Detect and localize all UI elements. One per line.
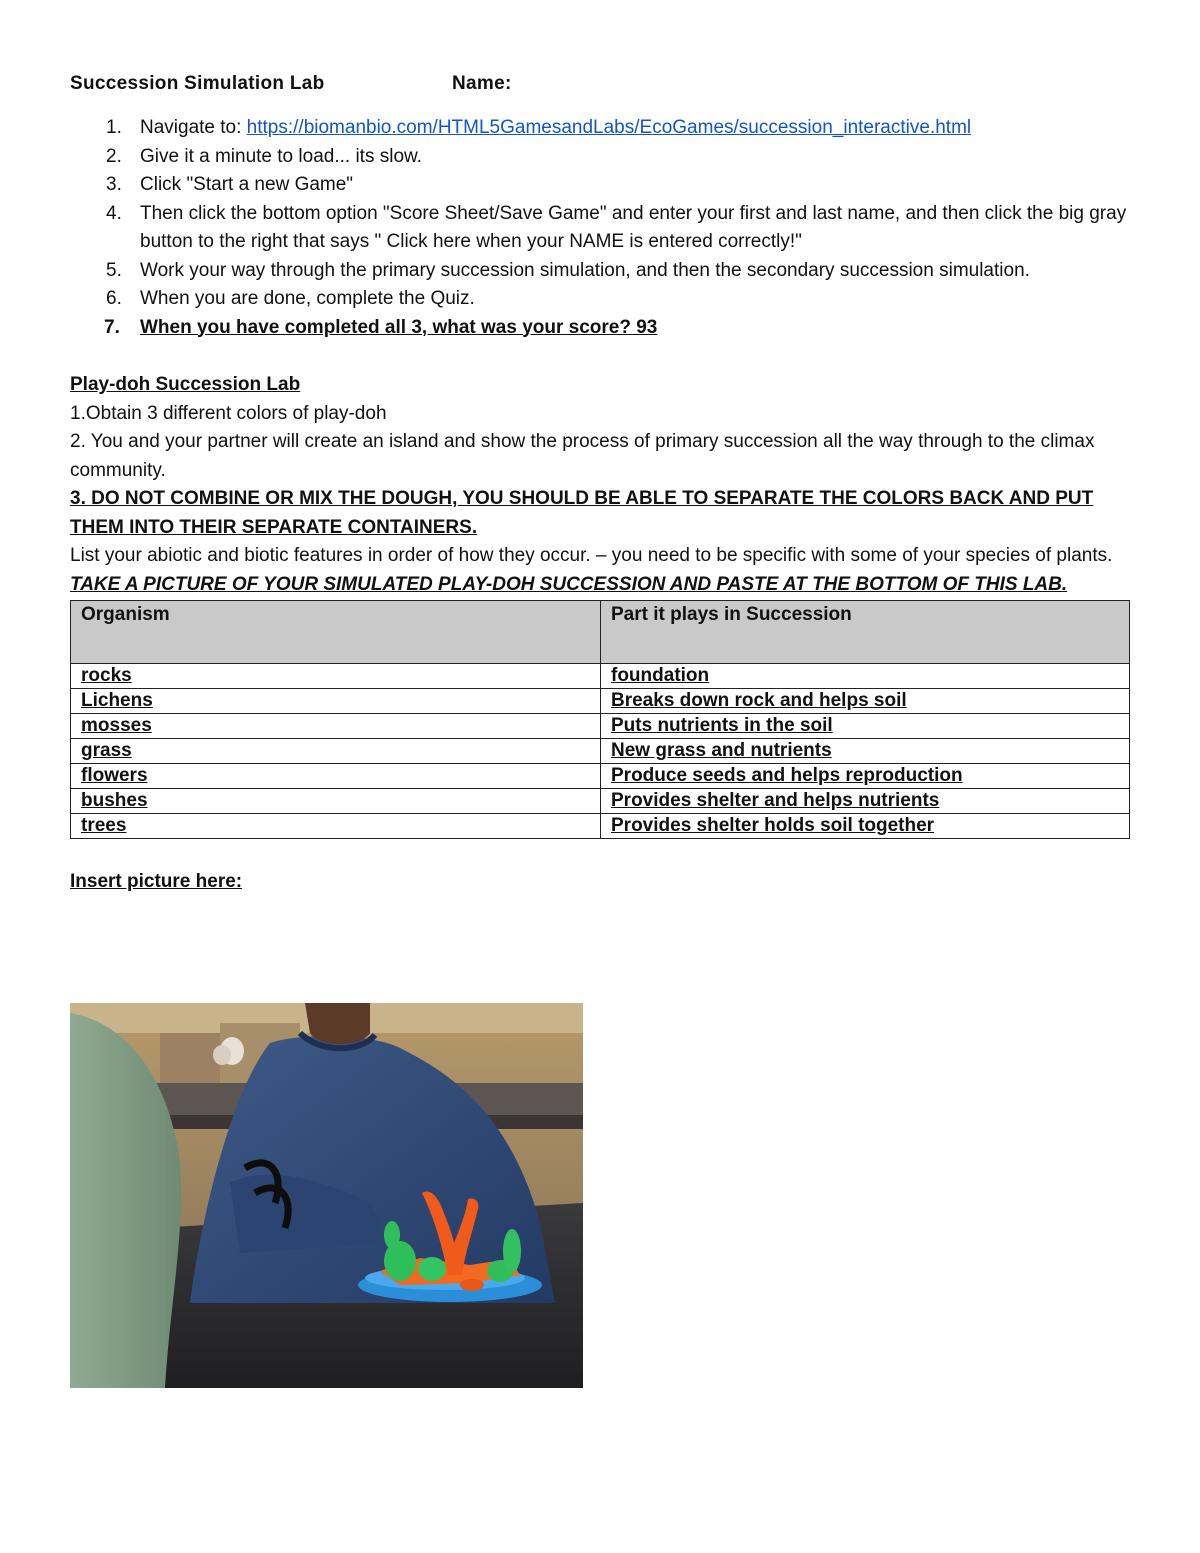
table-row bbox=[71, 689, 1130, 714]
role-cell: Provides shelter holds soil together bbox=[601, 814, 1130, 839]
step-item: 2. Give it a minute to load... its slow. bbox=[106, 145, 422, 167]
organism-cell: Lichens bbox=[71, 689, 601, 714]
step-item: 3. Click "Start a new Game" bbox=[106, 174, 354, 195]
document-header bbox=[70, 70, 1130, 98]
playdoh-succession-photo bbox=[70, 1003, 583, 1388]
name-label: Name: bbox=[452, 73, 512, 94]
score-answer: When you have completed all 3, what was your score? 93 bbox=[140, 316, 658, 338]
role-cell: New grass and nutrients bbox=[601, 739, 1130, 764]
playdoh-item-1: 1.Obtain 3 different colors of play-doh bbox=[70, 402, 387, 424]
organism-cell: mosses bbox=[71, 714, 601, 739]
lab-title: Succession Simulation Lab bbox=[70, 73, 325, 94]
role-cell: Breaks down rock and helps soil bbox=[601, 689, 1130, 714]
organism-table bbox=[70, 600, 1130, 839]
table-row bbox=[71, 789, 1130, 814]
table-row bbox=[71, 664, 1130, 689]
role-cell: Produce seeds and helps reproduction bbox=[601, 764, 1130, 789]
column-header-role: Part it plays in Succession bbox=[601, 601, 1130, 664]
playdoh-instructions: List your abiotic and biotic features in order of how they occur. – you need to be specific with some of your species of plants. TAKE A PICTURE OF YOUR SIMULATED PLAY-DOH SUCCESSION AND PASTE AT THE BOTTOM OF THIS LAB. bbox=[70, 545, 1113, 595]
table-row bbox=[71, 739, 1130, 764]
table-row bbox=[71, 814, 1130, 839]
table-row bbox=[71, 764, 1130, 789]
role-cell: foundation bbox=[601, 664, 1130, 689]
table-header-row bbox=[71, 601, 1130, 664]
organism-cell: flowers bbox=[71, 764, 601, 789]
organism-cell: grass bbox=[71, 739, 601, 764]
organism-cell: rocks bbox=[71, 664, 601, 689]
step-item: 1. Navigate to: https://biomanbio.com/HTML5GamesandLabs/EcoGames/succession_interactive.html bbox=[106, 117, 972, 138]
organism-cell: trees bbox=[71, 814, 601, 839]
playdoh-section-title: Play-doh Succession Lab bbox=[70, 374, 301, 395]
steps-list bbox=[70, 114, 1130, 342]
document-page bbox=[70, 70, 1130, 897]
picture-instruction: TAKE A PICTURE OF YOUR SIMULATED PLAY-DOH SUCCESSION AND PASTE AT THE BOTTOM OF THIS LAB. bbox=[70, 573, 1068, 595]
playdoh-warning: 3. DO NOT COMBINE OR MIX THE DOUGH, YOU SHOULD BE ABLE TO SEPARATE THE COLORS BACK AND PUT THEM INTO THEIR SEPARATE CONTAINERS. bbox=[70, 488, 1094, 538]
simulation-link[interactable]: https://biomanbio.com/HTML5GamesandLabs/EcoGames/succession_interactive.html bbox=[246, 117, 972, 138]
step-item: 4. Then click the bottom option "Score Sheet/Save Game" and enter your first and last name, and then click the big gray button to the right that says " Click here when your NAME is entered correctly!" bbox=[106, 202, 1127, 252]
organism-cell: bushes bbox=[71, 789, 601, 814]
insert-picture-label: Insert picture here: bbox=[70, 871, 243, 892]
role-cell: Provides shelter and helps nutrients bbox=[601, 789, 1130, 814]
step-item: 5. Work your way through the primary succession simulation, and then the secondary succession simulation. bbox=[106, 259, 1030, 281]
table-row bbox=[71, 714, 1130, 739]
column-header-organism: Organism bbox=[71, 601, 601, 664]
step-item-score: 7. When you have completed all 3, what was your score? 93 bbox=[104, 316, 658, 338]
role-cell: Puts nutrients in the soil bbox=[601, 714, 1130, 739]
playdoh-item-2: 2. You and your partner will create an island and show the process of primary succession all the way through to the climax community. bbox=[70, 431, 1095, 481]
step-item: 6. When you are done, complete the Quiz. bbox=[106, 288, 475, 309]
photo-illustration bbox=[70, 1003, 583, 1388]
